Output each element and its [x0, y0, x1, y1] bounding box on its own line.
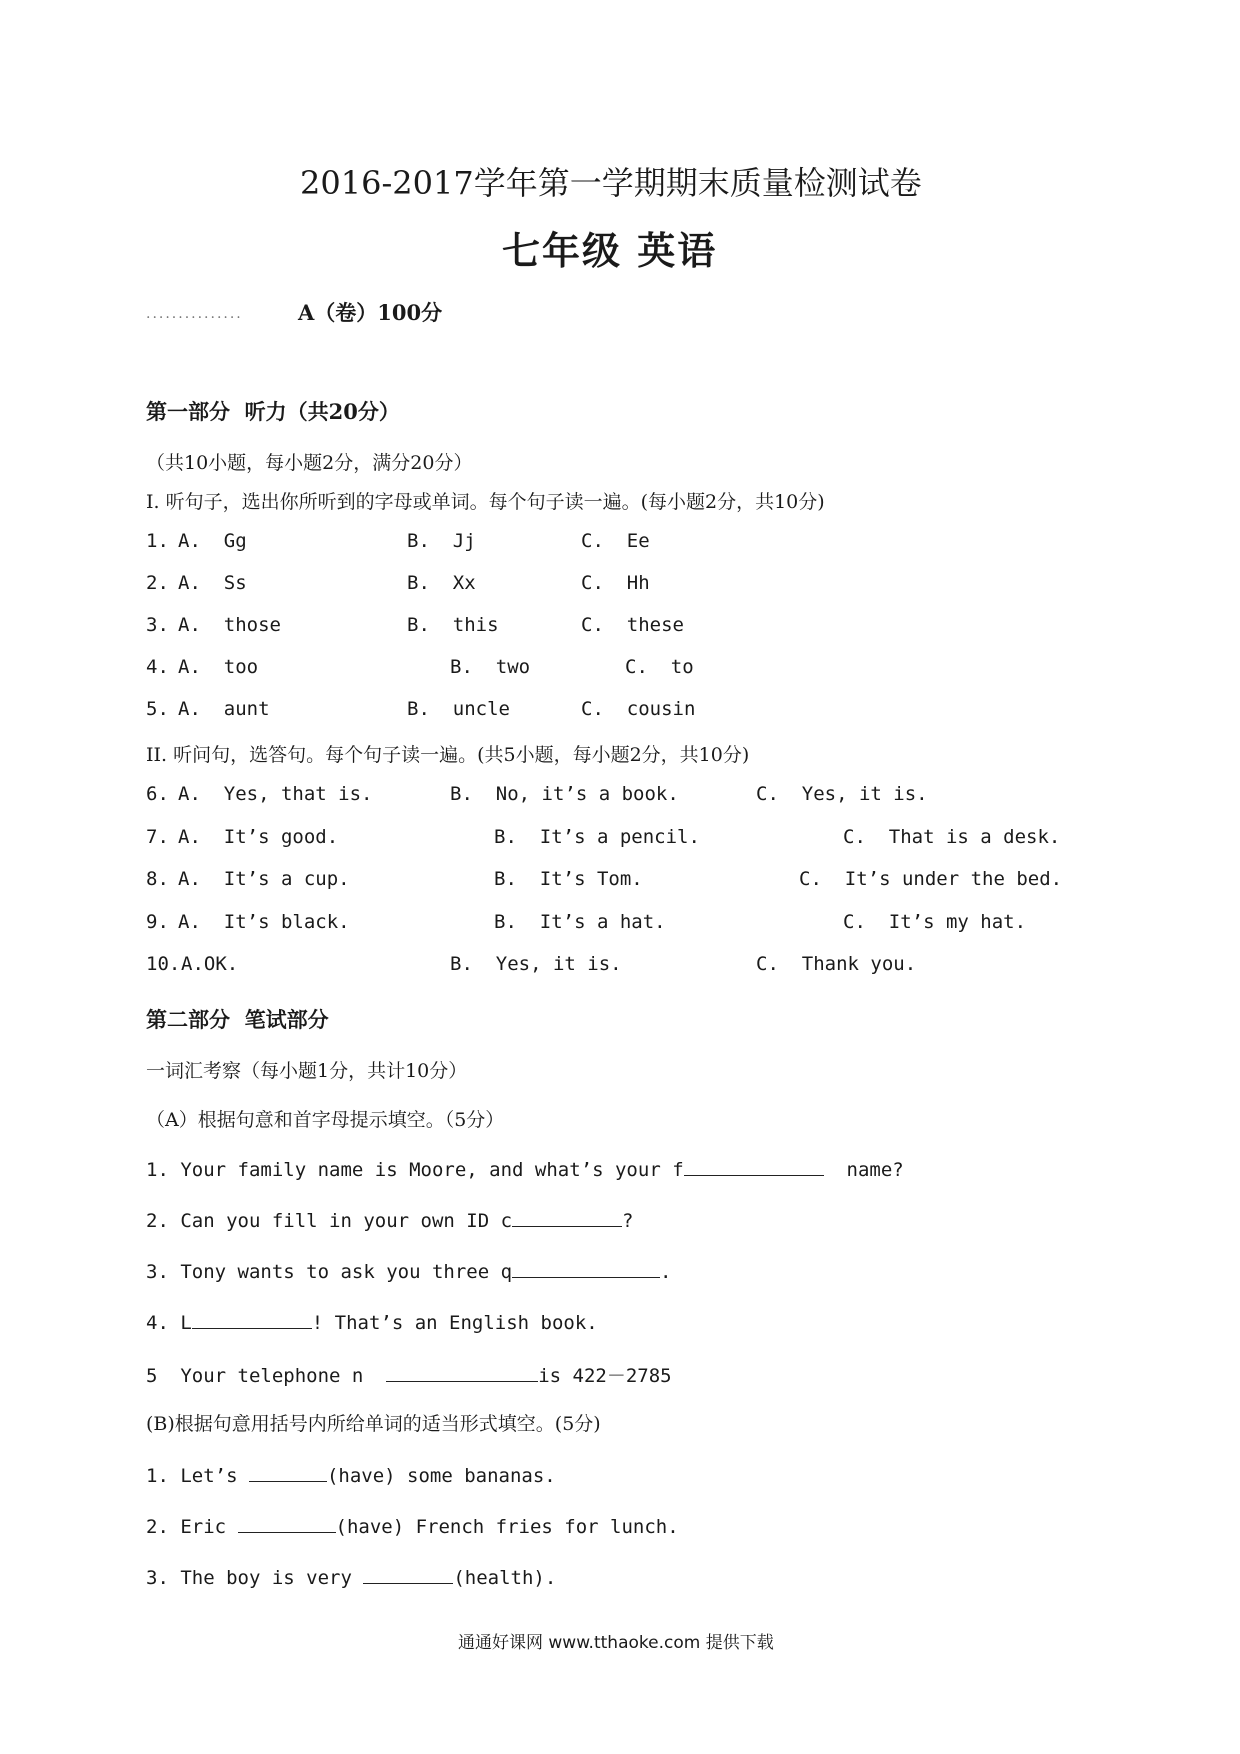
fill-item-a4-text: 4. L: [146, 1312, 192, 1334]
fill-item-a5: [146, 1361, 672, 1388]
fill-item-b3-tail: (health).: [453, 1567, 557, 1589]
q2-option-c: C. Hh: [581, 572, 650, 594]
q5-option-b: B. uncle: [407, 698, 510, 720]
paper-label: A（卷）100分: [298, 300, 443, 325]
fill-item-a4-tail: ! That’s an English book.: [311, 1312, 598, 1334]
q6-option-b: B. No, it’s a book.: [450, 783, 679, 805]
answer-blank-a1[interactable]: [684, 1157, 824, 1176]
q3-option-c: C. these: [581, 614, 684, 636]
q6-option-c: C. Yes, it is.: [756, 783, 928, 805]
q5-option-a: A. aunt: [178, 698, 270, 720]
vocab-heading: 一词汇考察（每小题1分，共计10分）: [146, 1060, 468, 1082]
fill-item-a2: [146, 1208, 634, 1232]
exam-subtitle: 七年级 英语: [502, 228, 718, 273]
q2-option-a: A. Ss: [178, 572, 247, 594]
q7-option-c: C. That is a desk.: [843, 826, 1061, 848]
q4-num: 4.: [146, 656, 169, 678]
q9-num: 9.: [146, 911, 169, 933]
q8-option-a: A. It’s a cup.: [178, 868, 350, 890]
q1-num: 1.: [146, 530, 169, 552]
sectionA-instruction: （A）根据句意和首字母提示填空。（5分）: [146, 1109, 505, 1131]
part2-heading: 第二部分 笔试部分: [146, 1007, 329, 1032]
q8-option-b: B. It’s Tom.: [494, 868, 643, 890]
q4-option-b: B. two: [450, 656, 531, 678]
fill-item-a2-text: 2. Can you fill in your own ID c: [146, 1210, 513, 1232]
q10-option-c: C. Thank you.: [756, 953, 917, 975]
fill-item-a3-tail: .: [660, 1261, 672, 1283]
exam-title: 2016-2017学年第一学期期末质量检测试卷: [300, 164, 922, 202]
section2-instruction: II. 听问句，选答句。每个句子读一遍。(共5小题，每小题2分，共10分): [146, 744, 750, 766]
q10-option-a: A.OK.: [181, 953, 239, 975]
q4-option-a: A. too: [178, 656, 259, 678]
section1-instruction: I. 听句子，选出你所听到的字母或单词。每个句子读一遍。(每小题2分，共10分): [146, 491, 825, 513]
sectionB-instruction: (B)根据句意用括号内所给单词的适当形式填空。(5分): [146, 1413, 601, 1435]
fill-item-b1-text: 1. Let’s: [146, 1465, 249, 1487]
q7-num: 7.: [146, 826, 169, 848]
q10-num: 10.: [146, 953, 181, 975]
q5-num: 5.: [146, 698, 169, 720]
fill-item-a1: [146, 1157, 904, 1181]
q3-option-b: B. this: [407, 614, 499, 636]
q7-option-b: B. It’s a pencil.: [494, 826, 700, 848]
fill-item-b2: [146, 1514, 679, 1538]
answer-blank-a5[interactable]: [386, 1363, 538, 1382]
answer-blank-a3[interactable]: [512, 1259, 660, 1278]
q5-option-c: C. cousin: [581, 698, 696, 720]
fill-item-b1-tail: (have) some bananas.: [326, 1465, 556, 1487]
fill-item-a1-text: 1. Your family name is Moore, and what’s your f: [146, 1159, 684, 1181]
part1-heading: 第一部分 听力（共20分）: [146, 399, 400, 424]
q3-option-a: A. those: [178, 614, 281, 636]
part1-note: （共10小题，每小题2分，满分20分）: [146, 452, 473, 474]
q2-option-b: B. Xx: [407, 572, 476, 594]
fill-item-b2-tail: (have) French fries for lunch.: [335, 1516, 679, 1538]
fill-item-b2-text: 2. Eric: [146, 1516, 238, 1538]
fill-item-a4: [146, 1310, 598, 1334]
fill-item-b3-text: 3. The boy is very: [146, 1567, 364, 1589]
q3-num: 3.: [146, 614, 169, 636]
q6-num: 6.: [146, 783, 169, 805]
fill-item-a5-text: 5 Your telephone n: [146, 1365, 387, 1387]
q1-option-b: B. Jj: [407, 530, 476, 552]
q2-num: 2.: [146, 572, 169, 594]
fill-item-b3: [146, 1565, 556, 1589]
leader-dots: ...............: [146, 306, 243, 322]
q8-num: 8.: [146, 868, 169, 890]
fill-item-a2-tail: ?: [622, 1210, 634, 1232]
answer-blank-b3[interactable]: [363, 1565, 453, 1584]
footer-source: 通通好课网 www.tthaoke.com 提供下载: [458, 1633, 774, 1653]
answer-blank-a4[interactable]: [192, 1310, 312, 1329]
fill-item-b1: [146, 1463, 556, 1487]
q10-option-b: B. Yes, it is.: [450, 953, 622, 975]
q1-option-a: A. Gg: [178, 530, 247, 552]
answer-blank-b1[interactable]: [249, 1463, 327, 1482]
fill-item-a3-text: 3. Tony wants to ask you three q: [146, 1261, 513, 1283]
q9-option-b: B. It’s a hat.: [494, 911, 666, 933]
fill-item-a1-tail: name?: [823, 1159, 904, 1181]
fill-item-a5-tail: is 422－2785: [538, 1365, 672, 1387]
fill-item-a3: [146, 1259, 672, 1283]
q8-option-c: C. It’s under the bed.: [799, 868, 1063, 890]
q1-option-c: C. Ee: [581, 530, 650, 552]
answer-blank-b2[interactable]: [238, 1514, 336, 1533]
q4-option-c: C. to: [625, 656, 694, 678]
q9-option-a: A. It’s black.: [178, 911, 350, 933]
q6-option-a: A. Yes, that is.: [178, 783, 373, 805]
q9-option-c: C. It’s my hat.: [843, 911, 1027, 933]
answer-blank-a2[interactable]: [512, 1208, 622, 1227]
q7-option-a: A. It’s good.: [178, 826, 339, 848]
